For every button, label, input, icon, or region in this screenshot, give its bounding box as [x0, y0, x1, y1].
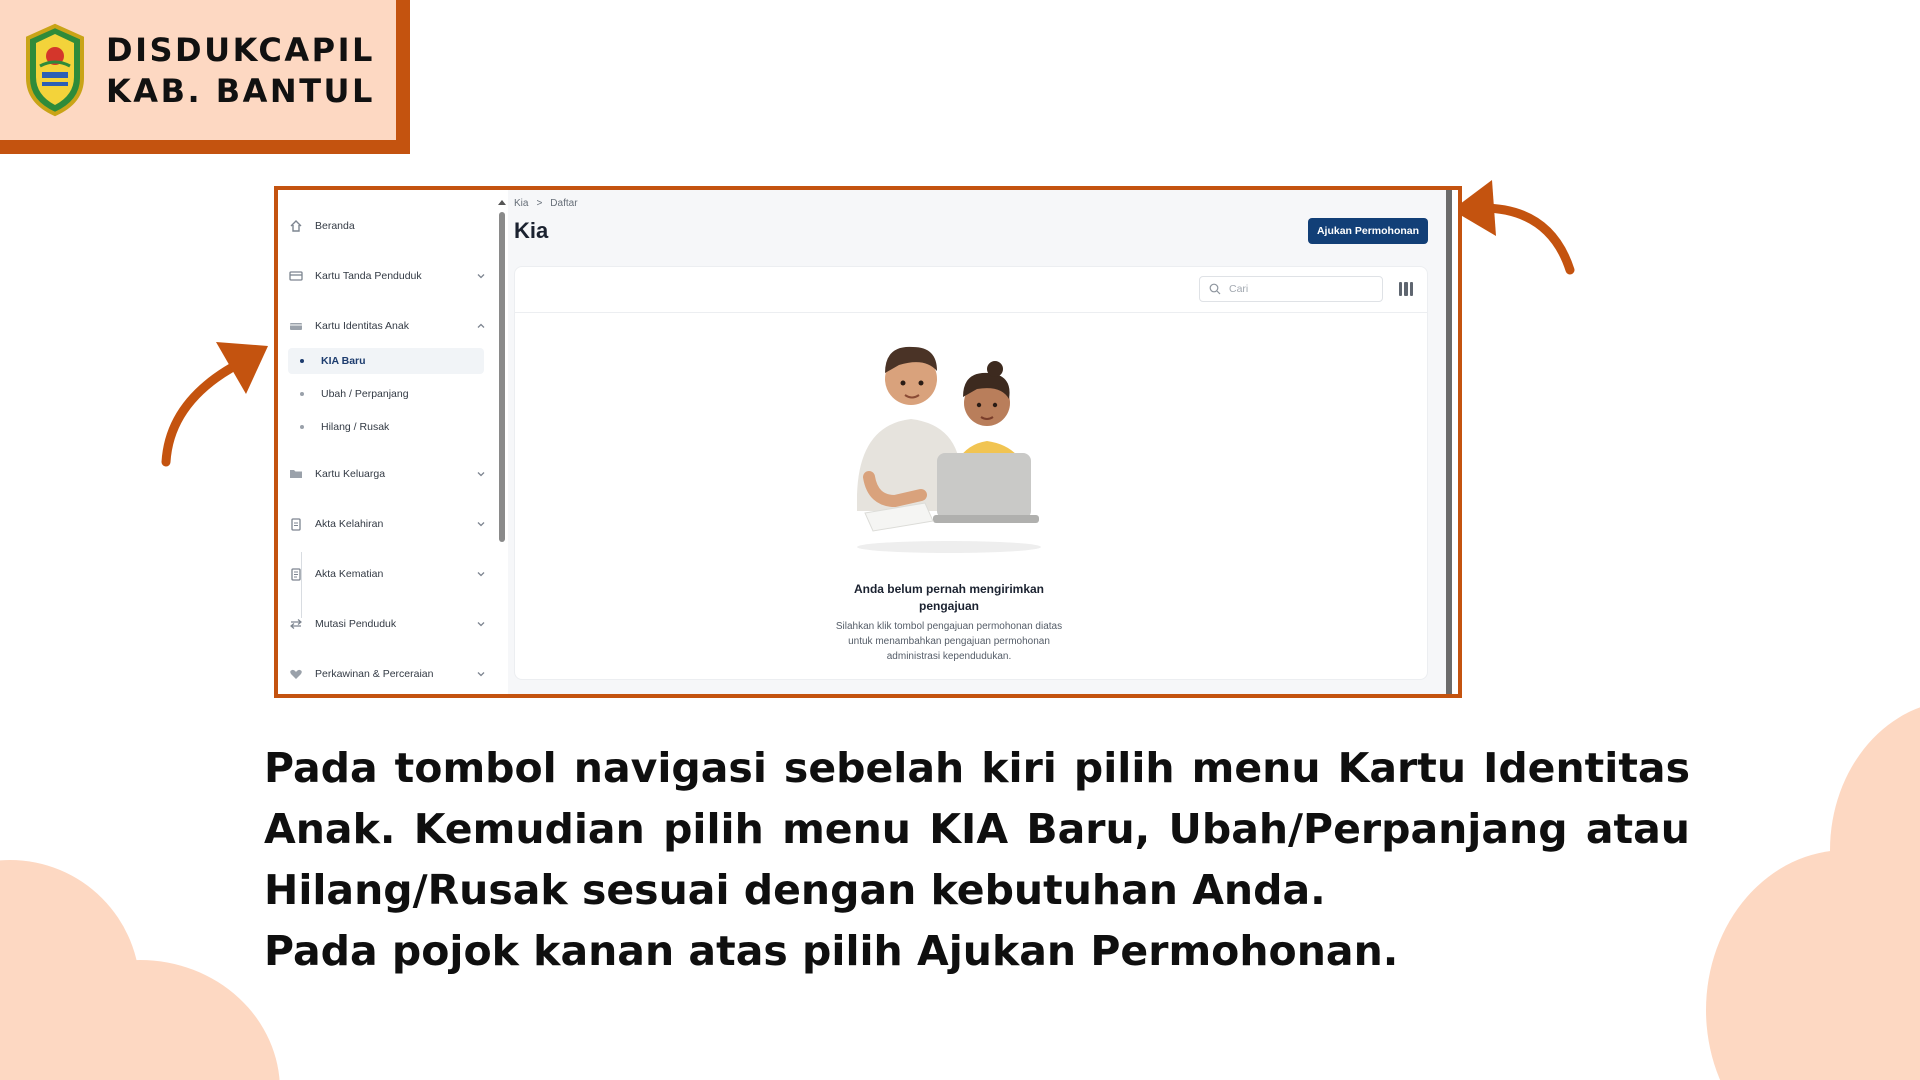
- sidebar-item-kartu-keluarga[interactable]: [288, 460, 488, 488]
- sidebar-item-mutasi-penduduk[interactable]: [288, 610, 488, 638]
- header-title-line1: DISDUKCAPIL: [106, 31, 375, 69]
- table-toolbar: [515, 267, 1427, 313]
- page-title: Kia: [514, 218, 549, 243]
- sidebar-item-label: Akta Kelahiran: [315, 518, 384, 530]
- empty-state-title: Anda belum pernah mengirimkan pengajuan: [853, 582, 1045, 613]
- sidebar-scrollbar[interactable]: [498, 200, 506, 540]
- breadcrumb-item-daftar: Daftar: [550, 198, 578, 209]
- sidebar-item-akta-kelahiran[interactable]: [288, 510, 488, 538]
- header-title: [106, 30, 375, 112]
- columns-toggle-icon[interactable]: [1399, 282, 1413, 296]
- sidebar-item-kartu-identitas-anak[interactable]: [288, 312, 488, 340]
- instruction-paragraph: Pada pojok kanan atas pilih Ajukan Permohonan.: [264, 927, 1399, 975]
- ajukan-permohonan-button[interactable]: Ajukan Permohonan: [1308, 218, 1428, 244]
- chevron-down-icon: [474, 517, 488, 531]
- header-badge-panel: [0, 0, 396, 140]
- card-icon: [288, 318, 304, 334]
- sidebar-item-label: Kartu Tanda Penduduk: [315, 270, 422, 282]
- empty-state-illustration: [829, 325, 1069, 565]
- bantul-logo-icon: [22, 22, 88, 118]
- document-icon: [288, 566, 304, 582]
- instructions: [264, 738, 1690, 982]
- header-title-line2: KAB. BANTUL: [106, 72, 375, 110]
- breadcrumb-item-kia[interactable]: Kia: [514, 198, 529, 209]
- sidebar-item-label: Kartu Keluarga: [315, 468, 386, 480]
- sidebar-subitem-label: Ubah / Perpanjang: [321, 388, 409, 400]
- window-edge: [1446, 190, 1452, 694]
- empty-state-description: Silahkan klik tombol pengajuan permohonan diatas untuk menambahkan pengajuan permohonan administrasi kependudukan.: [835, 621, 1063, 662]
- breadcrumb: [514, 198, 578, 209]
- search-placeholder: Cari: [1229, 283, 1249, 295]
- sidebar-item-beranda[interactable]: [288, 212, 488, 240]
- sidebar-item-label: Kartu Identitas Anak: [315, 320, 409, 332]
- scrollbar-thumb[interactable]: [499, 212, 505, 542]
- chevron-down-icon: [474, 567, 488, 581]
- table-card: [514, 266, 1428, 680]
- main-content: [508, 190, 1452, 694]
- right-arrow-icon: [1450, 178, 1578, 278]
- sidebar-subitem-hilang-rusak[interactable]: [288, 414, 484, 440]
- chevron-up-icon: [474, 319, 488, 333]
- sidebar-item-akta-kematian[interactable]: [288, 560, 488, 588]
- folder-icon: [288, 466, 304, 482]
- sidebar-item-label: Akta Kematian: [315, 568, 384, 580]
- bullet-icon: [300, 425, 304, 429]
- sidebar-item-label: Mutasi Penduduk: [315, 618, 397, 630]
- scroll-up-icon[interactable]: [498, 200, 506, 205]
- sidebar-item-perkawinan-perceraian[interactable]: [288, 660, 488, 688]
- transfer-icon: [288, 616, 304, 632]
- bullet-icon: [300, 359, 304, 363]
- bullet-icon: [300, 392, 304, 396]
- sidebar-subitem-ubah-perpanjang[interactable]: [288, 381, 484, 407]
- heart-icon: [288, 666, 304, 682]
- id-card-icon: [288, 268, 304, 284]
- chevron-down-icon: [474, 467, 488, 481]
- search-input[interactable]: [1199, 276, 1383, 302]
- instruction-paragraph: Pada tombol navigasi sebelah kiri pilih menu Kartu Identitas Anak. Kemudian pilih menu KIA Baru, Ubah/Perpanjang atau Hilang/Rusak sesuai dengan kebutuhan Anda.: [264, 744, 1690, 914]
- header-badge: [0, 0, 410, 154]
- sidebar-item-kartu-tanda-penduduk[interactable]: [288, 262, 488, 290]
- chevron-down-icon: [474, 617, 488, 631]
- home-icon: [288, 218, 304, 234]
- clipboard-icon: [288, 516, 304, 532]
- sidebar-subitem-kia-baru[interactable]: [288, 348, 484, 374]
- breadcrumb-separator: >: [536, 198, 543, 209]
- search-icon: [1209, 282, 1223, 296]
- app-screenshot: [274, 186, 1462, 698]
- chevron-down-icon: [474, 269, 488, 283]
- sidebar-item-label: Perkawinan & Perceraian: [315, 668, 434, 680]
- sidebar-item-label: Beranda: [315, 220, 355, 232]
- sidebar-subitem-label: Hilang / Rusak: [321, 421, 390, 433]
- sidebar-subitem-label: KIA Baru: [321, 355, 366, 367]
- chevron-down-icon: [474, 667, 488, 681]
- sidebar: [278, 190, 500, 694]
- cloud-decoration-right: [1706, 850, 1920, 1080]
- left-arrow-icon: [150, 336, 278, 470]
